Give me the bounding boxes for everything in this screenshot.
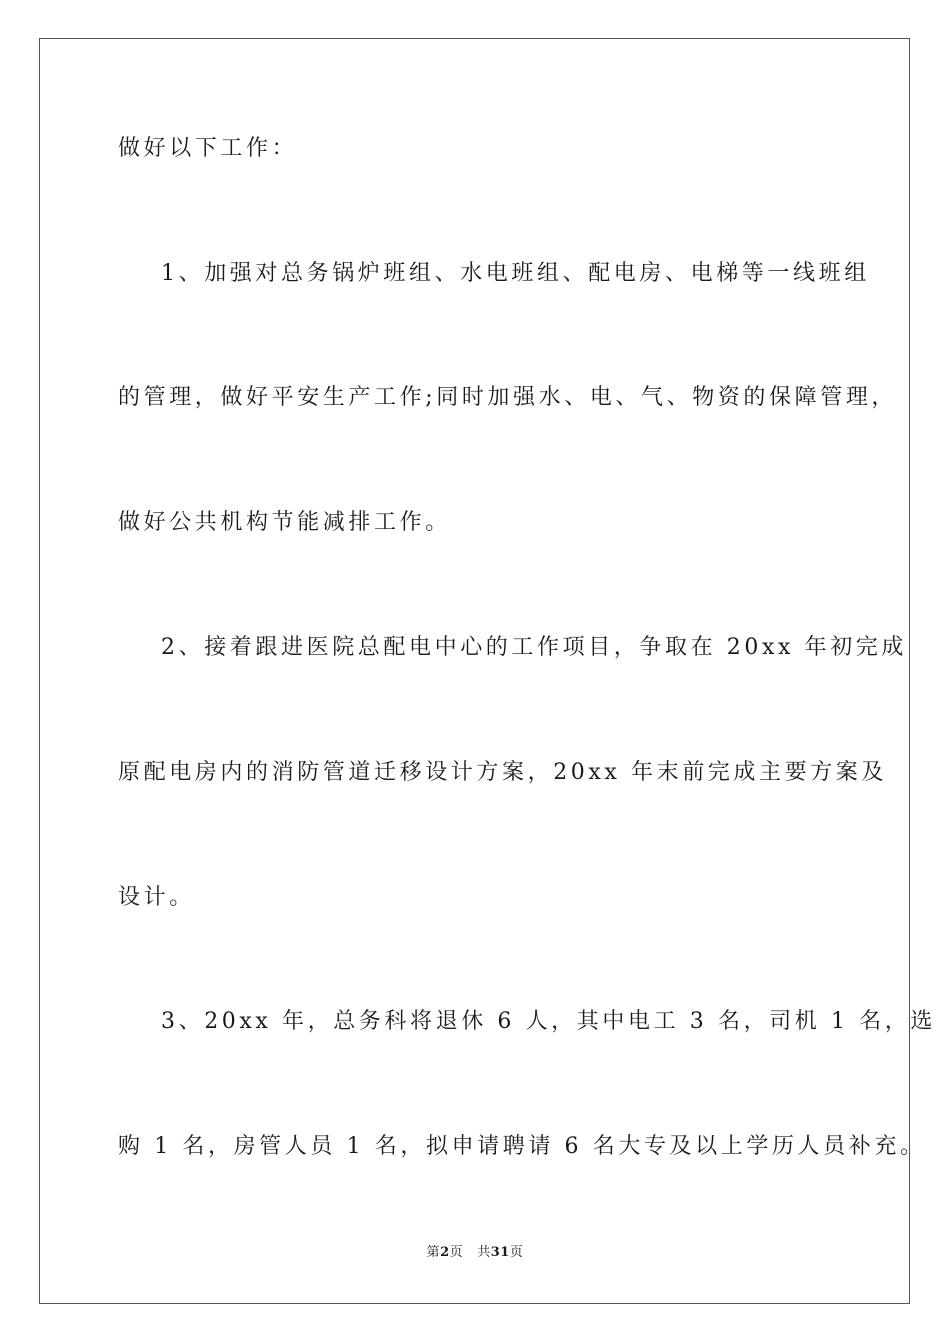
text-line-4: 做好公共机构节能减排工作。 xyxy=(118,510,451,535)
text-line-6: 原配电房内的消防管道迁移设计方案，20xx 年末前完成主要方案及 xyxy=(118,760,888,785)
text-line-3: 的管理，做好平安生产工作;同时加强水、电、气、物资的保障管理， xyxy=(118,385,898,410)
text-line-1: 做好以下工作： xyxy=(118,136,298,161)
total-suffix: 页 xyxy=(509,1245,524,1260)
total-prefix: 共 xyxy=(477,1245,491,1260)
page-suffix: 页 xyxy=(449,1245,464,1260)
page-border xyxy=(39,38,936,1304)
total-pages: 31 xyxy=(490,1245,510,1260)
page-number: 2 xyxy=(440,1245,450,1260)
text-line-8: 3、20xx 年，总务科将退休 6 人，其中电工 3 名，司机 1 名，选 xyxy=(161,1009,936,1034)
text-line-7: 设计。 xyxy=(118,885,195,910)
text-line-2: 1、加强对总务锅炉班组、水电班组、配电房、电梯等一线班组 xyxy=(161,261,870,286)
text-line-9: 购 1 名，房管人员 1 名，拟申请聘请 6 名大专及以上学历人员补充。 xyxy=(118,1134,926,1159)
page-footer xyxy=(0,1244,950,1262)
page-prefix: 第 xyxy=(426,1245,441,1260)
text-line-5: 2、接着跟进医院总配电中心的工作项目，争取在 20xx 年初完成 xyxy=(161,635,907,660)
